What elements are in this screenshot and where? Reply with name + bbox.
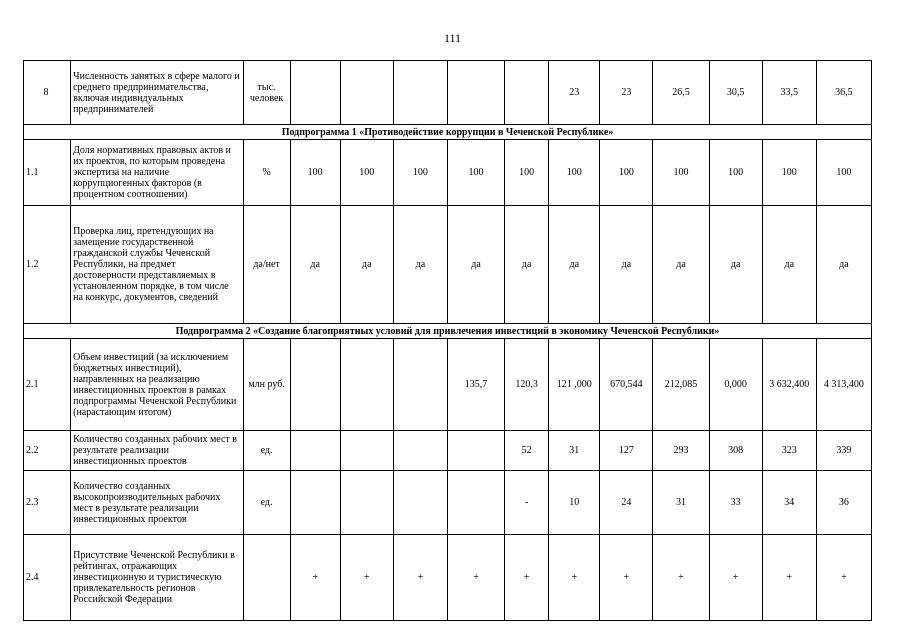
subprogram-header-row: [24, 125, 872, 140]
value-cell: 100: [549, 140, 600, 206]
unit-cell: ед.: [243, 431, 290, 471]
value-cell: 33: [709, 471, 762, 535]
value-cell: [447, 471, 504, 535]
table-row: [24, 140, 872, 206]
value-cell: +: [762, 535, 816, 621]
value-cell: [290, 471, 340, 535]
value-cell: [290, 431, 340, 471]
value-cell: да: [653, 206, 709, 324]
unit-cell: да/нет: [243, 206, 290, 324]
value-cell: да: [600, 206, 653, 324]
value-cell: 121 ,000: [549, 339, 600, 431]
value-cell: да: [393, 206, 447, 324]
indicator-name: Проверка лиц, претендующих на замещение государственной гражданской службы Чеченской Республики, на предмет достоверности представляемых в установленном порядке, в том числе на конкурс, документов, сведений: [71, 206, 243, 324]
value-cell: 127: [600, 431, 653, 471]
table-row: [24, 61, 872, 125]
value-cell: -: [505, 471, 549, 535]
value-cell: 23: [600, 61, 653, 125]
value-cell: да: [290, 206, 340, 324]
value-cell: [340, 339, 393, 431]
subprogram-title: Подпрограмма 1 «Противодействие коррупции в Чеченской Республике»: [24, 125, 872, 140]
table-row: [24, 431, 872, 471]
value-cell: 670,544: [600, 339, 653, 431]
value-cell: +: [340, 535, 393, 621]
value-cell: 31: [653, 471, 709, 535]
value-cell: 30,5: [709, 61, 762, 125]
value-cell: да: [816, 206, 871, 324]
value-cell: 24: [600, 471, 653, 535]
value-cell: 293: [653, 431, 709, 471]
value-cell: 52: [505, 431, 549, 471]
value-cell: да: [447, 206, 504, 324]
value-cell: +: [653, 535, 709, 621]
unit-cell: %: [243, 140, 290, 206]
unit-cell: млн руб.: [243, 339, 290, 431]
row-number: 2.3: [24, 471, 71, 535]
indicator-name: Количество созданных высокопроизводительных рабочих мест в результате реализации инвестиционных проектов: [71, 471, 243, 535]
value-cell: 100: [762, 140, 816, 206]
value-cell: 3 632,400: [762, 339, 816, 431]
value-cell: 36,5: [816, 61, 871, 125]
value-cell: 23: [549, 61, 600, 125]
value-cell: [393, 339, 447, 431]
table-row: [24, 206, 872, 324]
value-cell: 34: [762, 471, 816, 535]
value-cell: 308: [709, 431, 762, 471]
value-cell: 135,7: [447, 339, 504, 431]
unit-cell: ед.: [243, 471, 290, 535]
value-cell: +: [290, 535, 340, 621]
row-number: 1.1: [24, 140, 71, 206]
value-cell: [340, 431, 393, 471]
value-cell: [447, 61, 504, 125]
value-cell: [505, 61, 549, 125]
value-cell: +: [709, 535, 762, 621]
value-cell: 100: [393, 140, 447, 206]
value-cell: 339: [816, 431, 871, 471]
value-cell: 100: [447, 140, 504, 206]
value-cell: 100: [290, 140, 340, 206]
value-cell: 100: [340, 140, 393, 206]
value-cell: +: [816, 535, 871, 621]
row-number: 8: [24, 61, 71, 125]
row-number: 1.2: [24, 206, 71, 324]
value-cell: 4 313,400: [816, 339, 871, 431]
value-cell: 100: [653, 140, 709, 206]
value-cell: [393, 471, 447, 535]
row-number: 2.2: [24, 431, 71, 471]
indicator-name: Численность занятых в сфере малого и среднего предпринимательства, включая индивидуальных предпринимателей: [71, 61, 243, 125]
table-body: [24, 61, 872, 621]
value-cell: [290, 61, 340, 125]
value-cell: +: [505, 535, 549, 621]
value-cell: 120,3: [505, 339, 549, 431]
value-cell: [393, 61, 447, 125]
value-cell: да: [340, 206, 393, 324]
value-cell: 100: [600, 140, 653, 206]
indicators-table: [23, 60, 872, 621]
value-cell: 31: [549, 431, 600, 471]
value-cell: 36: [816, 471, 871, 535]
value-cell: 100: [816, 140, 871, 206]
value-cell: да: [709, 206, 762, 324]
value-cell: +: [447, 535, 504, 621]
unit-cell: тыс. человек: [243, 61, 290, 125]
indicator-name: Объем инвестиций (за исключением бюджетных инвестиций), направленных на реализацию инвестиционных проектов в рамках подпрограммы Чеченской Республики (нарастающим итогом): [71, 339, 243, 431]
value-cell: 26,5: [653, 61, 709, 125]
value-cell: 212,085: [653, 339, 709, 431]
value-cell: +: [549, 535, 600, 621]
table-row: [24, 535, 872, 621]
value-cell: [290, 339, 340, 431]
value-cell: [340, 61, 393, 125]
value-cell: [340, 471, 393, 535]
value-cell: 323: [762, 431, 816, 471]
table-row: [24, 339, 872, 431]
page-number: 111: [443, 31, 462, 45]
row-number: 2.4: [24, 535, 71, 621]
value-cell: да: [762, 206, 816, 324]
value-cell: +: [393, 535, 447, 621]
unit-cell: [243, 535, 290, 621]
value-cell: да: [505, 206, 549, 324]
row-number: 2.1: [24, 339, 71, 431]
value-cell: [447, 431, 504, 471]
value-cell: 100: [709, 140, 762, 206]
value-cell: да: [549, 206, 600, 324]
subprogram-header-row: [24, 324, 872, 339]
indicator-name: Доля нормативных правовых актов и их проектов, по которым проведена экспертиза на наличие коррупциогенных факторов (в процентном соотношении): [71, 140, 243, 206]
value-cell: 100: [505, 140, 549, 206]
indicator-name: Количество созданных рабочих мест в результате реализации инвестиционных проектов: [71, 431, 243, 471]
value-cell: 0,000: [709, 339, 762, 431]
indicator-name: Присутствие Чеченской Республики в рейтингах, отражающих инвестиционную и туристическую привлекательность регионов Российской Федерации: [71, 535, 243, 621]
value-cell: +: [600, 535, 653, 621]
value-cell: 33,5: [762, 61, 816, 125]
subprogram-title: Подпрограмма 2 «Создание благоприятных условий для привлечения инвестиций в экономику Чеченской Республики»: [24, 324, 872, 339]
value-cell: 10: [549, 471, 600, 535]
table-row: [24, 471, 872, 535]
value-cell: [393, 431, 447, 471]
